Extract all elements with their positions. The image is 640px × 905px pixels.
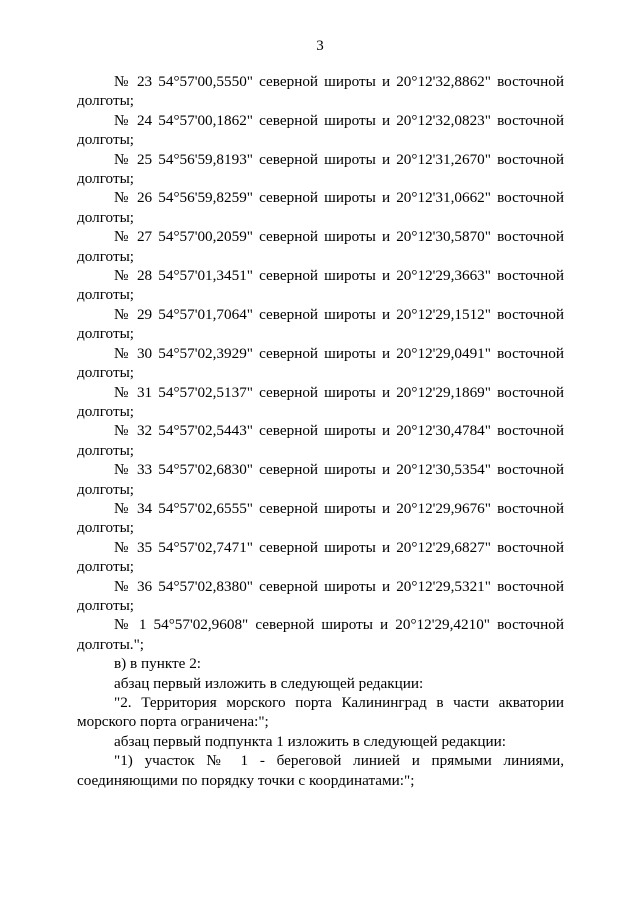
coordinate-entry: № 36 54°57'02,8380" северной широты и 20°12'29,5321" восточной долготы; <box>77 577 564 614</box>
coordinate-entry: № 26 54°56'59,8259" северной широты и 20°12'31,0662" восточной долготы; <box>77 189 564 226</box>
coordinate-entry: № 23 54°57'00,5550" северной широты и 20°12'32,8862" восточной долготы; <box>77 73 564 110</box>
coordinate-entry: № 27 54°57'00,2059" северной широты и 20°12'30,5870" восточной долготы; <box>77 228 564 265</box>
coordinate-entry: № 35 54°57'02,7471" северной широты и 20°12'29,6827" восточной долготы; <box>77 538 564 576</box>
coordinate-entry: № 30 54°57'02,3929" северной широты и 20°12'29,0491" восточной долготы; <box>77 344 564 382</box>
coordinate-entry: № 32 54°57'02,5443" северной широты и 20°12'30,4784" восточной долготы; <box>77 422 564 459</box>
paragraph-quote-uchastok: "1) участок № 1 - береговой линией и прямыми линиями, соединяющими по порядку точки с координатами:"; <box>77 752 564 789</box>
coordinate-entry: № 1 54°57'02,9608" северной широты и 20°12'29,4210" восточной долготы."; <box>77 616 564 653</box>
coordinate-entry: № 24 54°57'00,1862" северной широты и 20°12'32,0823" восточной долготы; <box>77 111 564 149</box>
coordinate-list <box>77 72 564 654</box>
paragraph-item-v: в) в пункте 2: <box>114 655 202 673</box>
document-body <box>77 72 564 790</box>
coordinate-entry: № 33 54°57'02,6830" северной широты и 20°12'30,5354" восточной долготы; <box>77 461 564 498</box>
paragraph-abzac-first: абзац первый изложить в следующей редакции: <box>114 674 424 692</box>
paragraph-quote-territory: "2. Территория морского порта Калининград в части акватории морского порта ограничена:"; <box>77 694 564 731</box>
page-number: 3 <box>316 38 324 54</box>
coordinate-entry: № 31 54°57'02,5137" северной широты и 20°12'29,1869" восточной долготы; <box>77 383 564 420</box>
coordinate-entry: № 28 54°57'01,3451" северной широты и 20°12'29,3663" восточной долготы; <box>77 267 564 304</box>
coordinate-entry: № 34 54°57'02,6555" северной широты и 20°12'29,9676" восточной долготы; <box>77 499 564 537</box>
coordinate-entry: № 29 54°57'01,7064" северной широты и 20°12'29,1512" восточной долготы; <box>77 305 564 343</box>
coordinate-entry: № 25 54°56'59,8193" северной широты и 20°12'31,2670" восточной долготы; <box>77 150 564 188</box>
paragraph-abzac-subitem: абзац первый подпункта 1 изложить в следующей редакции: <box>114 732 507 750</box>
